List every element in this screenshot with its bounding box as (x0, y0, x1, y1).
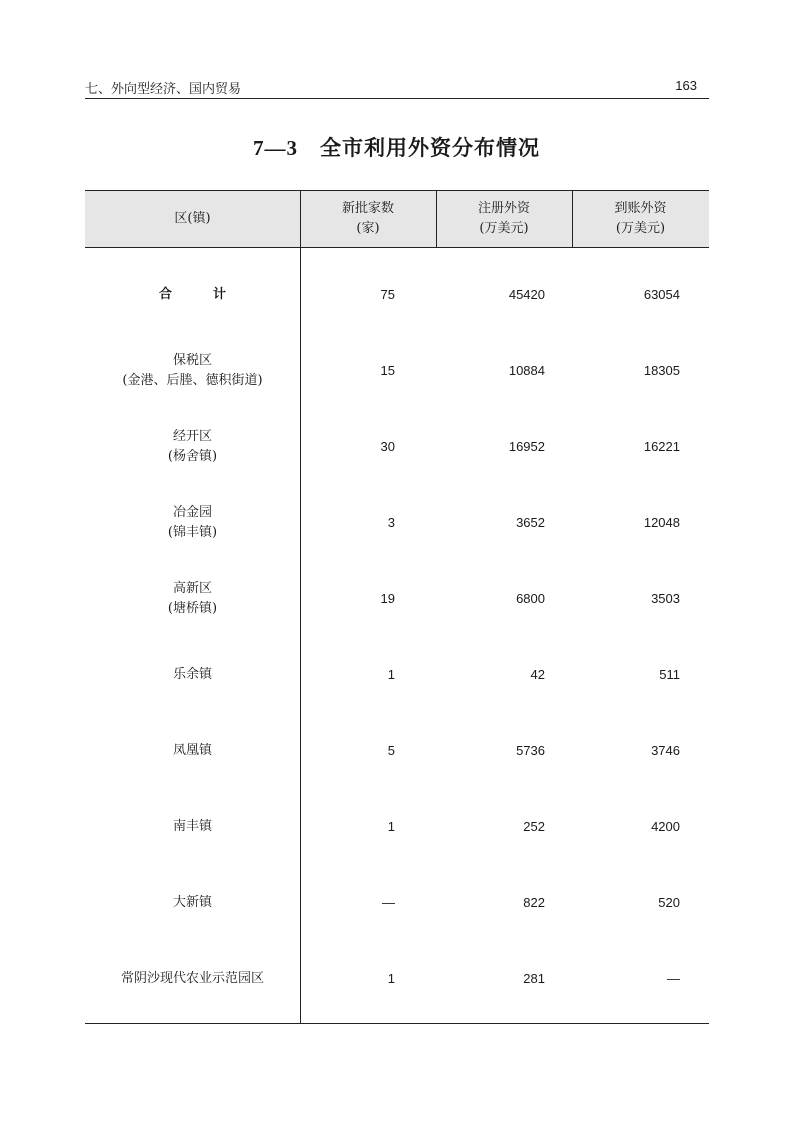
cell-registered: 10884 (508, 363, 545, 378)
cell-new-count: 19 (380, 591, 395, 606)
cell-new-count: 30 (380, 439, 395, 454)
cell-arrived: 12048 (643, 515, 680, 530)
cell-arrived: — (667, 971, 680, 986)
cell-new-count: 5 (387, 743, 395, 758)
header-divider (436, 191, 437, 247)
cell-registered: 822 (523, 895, 545, 910)
cell-arrived: 520 (658, 895, 680, 910)
table-row (85, 257, 709, 333)
row-name: 保税区 (172, 353, 212, 368)
cell-registered: 3652 (516, 515, 545, 530)
section-title: 七、外向型经济、国内贸易 (85, 82, 242, 97)
cell-arrived: 16221 (643, 439, 680, 454)
row-name: 乐余镇 (172, 667, 212, 682)
table-row (85, 865, 709, 941)
row-name: 冶金园 (172, 505, 212, 520)
cell-registered: 5736 (516, 743, 545, 758)
cell-arrived: 511 (659, 667, 680, 682)
row-name: 高新区 (172, 581, 212, 596)
cell-arrived: 3503 (651, 591, 680, 606)
column-header-registered: 注册外资 (万美元) (477, 201, 530, 236)
row-name: 常阴沙现代农业示范园区 (120, 971, 264, 986)
cell-arrived: 3746 (651, 743, 680, 758)
table-row (85, 713, 709, 789)
table-row (85, 789, 709, 865)
row-subname: (塘桥镇) (167, 601, 218, 616)
cell-new-count: 1 (387, 971, 395, 986)
table-header (85, 191, 709, 248)
cell-arrived: 63054 (643, 287, 680, 302)
running-header (85, 76, 709, 99)
table-title-text: 全市利用外资分布情况 (320, 135, 540, 160)
row-subname: (金港、后塍、德积街道) (122, 373, 263, 388)
table-row (85, 333, 709, 409)
table-row (85, 637, 709, 713)
cell-registered: 281 (523, 971, 545, 986)
cell-registered: 6800 (516, 591, 545, 606)
header-divider (572, 191, 573, 247)
data-table (85, 190, 709, 1024)
row-name: 凤凰镇 (172, 743, 212, 758)
table-number: 7—3 (253, 136, 298, 160)
table-row (85, 485, 709, 561)
row-name: 经开区 (172, 429, 212, 444)
cell-registered: 42 (530, 667, 545, 682)
row-name: 南丰镇 (172, 819, 212, 834)
cell-arrived: 4200 (651, 819, 680, 834)
cell-registered: 16952 (508, 439, 545, 454)
cell-registered: 252 (523, 819, 545, 834)
cell-arrived: 18305 (643, 363, 680, 378)
table-row (85, 409, 709, 485)
cell-new-count: — (382, 895, 395, 910)
row-subname: (锦丰镇) (167, 525, 218, 540)
cell-new-count: 3 (387, 515, 395, 530)
cell-new-count: 15 (380, 363, 395, 378)
row-name: 大新镇 (172, 895, 212, 910)
column-header-arrived: 到账外资 (万美元) (614, 201, 667, 236)
column-header-new-count: 新批家数 (家) (341, 201, 394, 236)
cell-new-count: 1 (387, 819, 395, 834)
page-number: 163 (675, 78, 697, 93)
cell-registered: 45420 (508, 287, 545, 302)
table-row (85, 561, 709, 637)
column-header-district: 区(镇) (174, 211, 211, 226)
table-title (0, 132, 793, 162)
cell-new-count: 75 (380, 287, 395, 302)
table-row (85, 941, 709, 1017)
row-subname: (杨舍镇) (167, 449, 218, 464)
cell-new-count: 1 (387, 667, 395, 682)
row-name: 合 计 (158, 287, 240, 302)
